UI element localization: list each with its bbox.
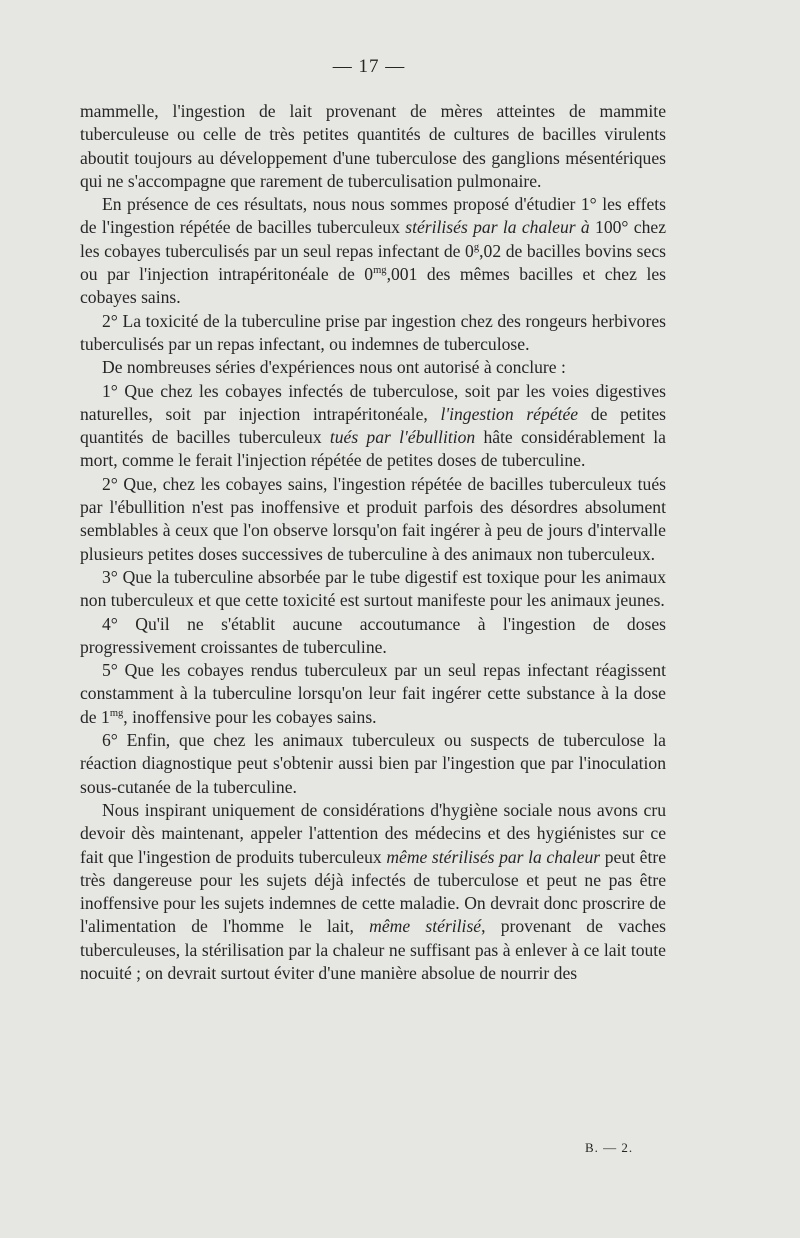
paragraph-hygiene (80, 799, 666, 985)
body-text (80, 100, 666, 985)
paragraph-series (80, 356, 666, 379)
text-run: 2° La toxicité de la tuberculine prise par ingestion chez des rongeurs herbivores tuberculisés par un repas infectant, ou indemnes de tuberculose. (80, 310, 666, 354)
text-run: 5° Que les cobayes rendus tuberculeux par un seul repas infectant réagissent constamment à la tuberculine lorsqu'on leur fait ingérer cette substance à la dose de 1 (80, 660, 666, 727)
paragraph-presence (80, 193, 666, 309)
italic-phrase: même stérilisés par la chaleur (386, 846, 601, 867)
text-run: 6° Enfin, que chez les animaux tuberculeux ou suspects de tuberculose la réaction diagnostique peut s'obtenir aussi bien par l'ingestion que par l'inoculation sous-cutanée de la tuberculine. (80, 730, 666, 797)
paragraph-conclusion-2 (80, 473, 666, 566)
text-run: 3° Que la tuberculine absorbée par le tube digestif est toxique pour les animaux non tuberculeux et que cette toxicité est surtout manifeste pour les animaux jeunes. (80, 566, 666, 611)
text-run: de petites quantités de bacilles tuberculeux (80, 403, 667, 448)
text-run: 2° Que, chez les cobayes sains, l'ingestion répétée de bacilles tuberculeux tués par l'ébullition n'est pas inoffensive et produit parfois des désordres absolument semblables à ceux que l'on observe lorsqu'on fait ingérer à peu de jours d'intervalle plusieurs petites doses successives de tuberculine à des animaux non tuberculeux. (80, 473, 666, 564)
italic-phrase: même stérilisé (369, 916, 482, 937)
page-number: — 17 — (332, 56, 406, 77)
text-run: 1° Que chez les cobayes infectés de tuberculose, soit par les voies digestives naturelles, soit par injection intrapéritonéale, (80, 380, 666, 424)
paragraph-conclusion-5 (80, 659, 666, 729)
text-run: Nous inspirant uniquement de considérations d'hygiène sociale nous avons cru devoir dès maintenant, appeler l'attention des médecins et des hygiénistes sur ce fait que l'ingestion de produits tuberculeux (80, 799, 666, 867)
paragraph-conclusion-3 (80, 566, 666, 613)
text-run: En présence de ces résultats, nous nous sommes proposé d'étudier 1° les effets de l'ingestion répétée de bacilles tuberculeux (80, 194, 666, 238)
text-run: , inoffensive pour les cobayes sains. (123, 706, 377, 727)
text-run: De nombreuses séries d'expériences nous ont autorisé à conclure : (102, 357, 566, 378)
text-run: 4° Qu'il ne s'établit aucune accoutumance à l'ingestion de doses progressivement croissantes de tuberculine. (80, 613, 666, 657)
italic-phrase: tués par l'ébullition (329, 427, 476, 448)
text-run: , provenant de vaches tuberculeuses, la stérilisation par la chaleur ne suffisant pas à enlever à ce lait toute nocuité ; on devrait surtout éviter d'une manière absolue de nourrir des (80, 916, 667, 983)
paragraph-conclusion-4 (80, 613, 666, 660)
text-run: hâte considérablement la mort, comme le ferait l'injection répétée de petites doses de tuberculine. (80, 427, 666, 471)
paragraph-conclusion-1 (80, 380, 666, 473)
paragraph-toxicite (80, 310, 666, 357)
text-run: ,02 de bacilles bovins secs ou par l'injection intrapéritonéale de 0 (80, 240, 666, 285)
text-run: ,001 des mêmes bacilles et chez les cobayes sains. (80, 264, 666, 308)
superscript-unit: g (473, 241, 480, 253)
text-run: peut être très dangereuse pour les sujets déjà infectés de tuberculose et peut ne pas être inoffensive pour les sujets indemnes de cette maladie. On devrait donc proscrire de l'alimentation de l'homme le lait, (80, 846, 667, 937)
signature-mark: B. — 2. (585, 1140, 634, 1155)
text-run: 100° chez les cobayes tuberculisés par un seul repas infectant de 0 (80, 217, 666, 261)
superscript-unit: mg (109, 707, 124, 719)
paragraph-conclusion-6 (80, 729, 666, 799)
text-run: mammelle, l'ingestion de lait provenant de mères atteintes de mammite tuberculeuse ou celle de très petites quantités de cultures de bacilles virulents aboutit toujours au développement d'une tuberculose des ganglions mésentériques qui ne s'accompagne que rarement de tuberculisation pulmonaire. (80, 101, 666, 191)
superscript-unit: mg (373, 265, 387, 277)
italic-phrase: l'ingestion répétée (440, 403, 579, 424)
paragraph-continuation (80, 100, 666, 193)
italic-phrase: stérilisés par la chaleur à (405, 217, 590, 238)
